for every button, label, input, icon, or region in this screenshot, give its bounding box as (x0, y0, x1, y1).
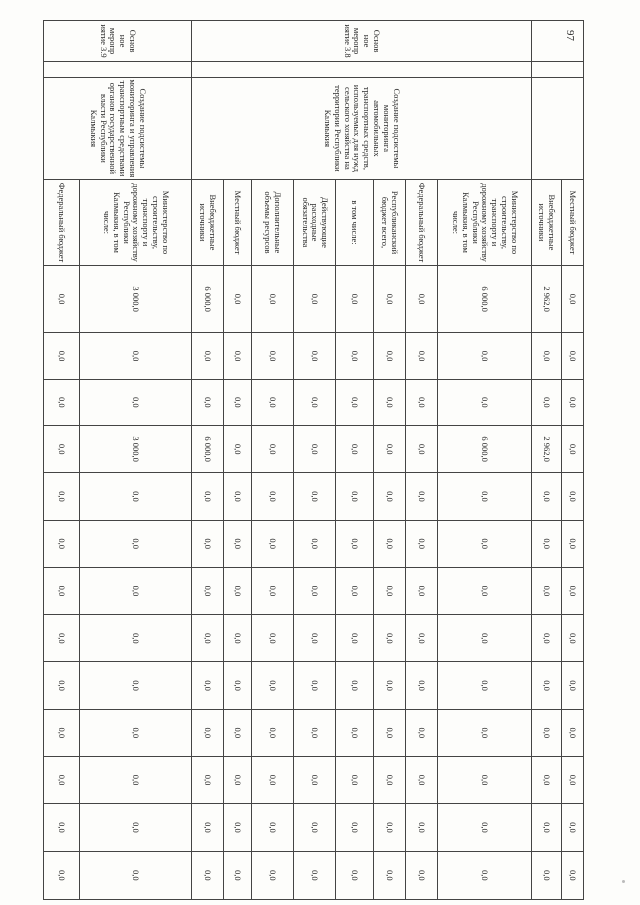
year-value-cell: 0,0 (406, 333, 438, 379)
year-value-cell: 0,0 (438, 473, 532, 520)
year-value-cell: 0,0 (406, 425, 438, 472)
year-value-cell: 0,0 (80, 851, 192, 899)
activity-title-cell: Создание подсистемы мониторинга автомобильных транспортных средств, используемых для нужд сельского хозяйства на территории Республики Калмыкия (192, 77, 532, 180)
year-value-cell: 0,0 (252, 425, 294, 472)
year-value-cell: 0,0 (252, 473, 294, 520)
year-value-cell: 0,0 (192, 379, 224, 425)
year-value-cell: 0,0 (44, 379, 80, 425)
year-value-cell: 0,0 (562, 709, 584, 756)
year-value-cell: 0,0 (438, 804, 532, 851)
year-value-cell: 0,0 (336, 333, 374, 379)
year-value-cell: 0,0 (224, 804, 252, 851)
year-value-cell: 0,0 (80, 333, 192, 379)
year-value-cell: 0,0 (374, 473, 406, 520)
year-value-cell: 0,0 (336, 851, 374, 899)
year-value-cell: 0,0 (532, 473, 562, 520)
year-value-cell: 0,0 (562, 615, 584, 662)
year-value-cell: 0,0 (294, 851, 336, 899)
page-number: 97 (564, 30, 576, 41)
year-value-cell: 0,0 (336, 662, 374, 709)
table-row (562, 21, 584, 900)
year-value-cell: 0,0 (406, 520, 438, 567)
year-value-cell: 0,0 (192, 520, 224, 567)
year-value-cell: 0,0 (80, 615, 192, 662)
activity-title-cell: Создание подсистемы мониторинга и управления транспортным средствами органов государственной власти Республики Калмыкия (44, 77, 192, 180)
year-value-cell: 0,0 (252, 379, 294, 425)
year-value-cell: 0,0 (44, 567, 80, 614)
table-row (438, 21, 532, 900)
year-value-cell: 0,0 (336, 379, 374, 425)
activity-title-cell (532, 77, 584, 180)
year-value-cell: 0,0 (438, 567, 532, 614)
funding-source-cell: Федеральный бюджет (406, 180, 438, 265)
year-value-cell: 0,0 (192, 851, 224, 899)
funding-source-cell: Внебюджетные источники (192, 180, 224, 265)
spacer-cell (192, 62, 532, 77)
year-value-cell: 0,0 (80, 520, 192, 567)
year-value-cell: 0,0 (294, 709, 336, 756)
year-value-cell: 0,0 (562, 473, 584, 520)
year-value-cell: 0,0 (294, 520, 336, 567)
year-value-cell: 0,0 (374, 567, 406, 614)
year-value-cell: 0,0 (562, 851, 584, 899)
year-value-cell: 0,0 (406, 851, 438, 899)
year-value-cell: 0,0 (562, 567, 584, 614)
year-value-cell: 0,0 (562, 756, 584, 803)
total-value-cell: 0,0 (44, 265, 80, 333)
year-value-cell: 0,0 (294, 804, 336, 851)
year-value-cell: 0,0 (224, 473, 252, 520)
year-value-cell: 0,0 (252, 662, 294, 709)
year-value-cell: 0,0 (44, 333, 80, 379)
scan-mark (622, 880, 625, 883)
funding-source-cell: Внебюджетные источники (532, 180, 562, 265)
year-value-cell: 0,0 (562, 333, 584, 379)
year-value-cell: 0,0 (532, 379, 562, 425)
year-value-cell: 0,0 (336, 804, 374, 851)
year-value-cell: 0,0 (252, 567, 294, 614)
year-value-cell: 0,0 (224, 851, 252, 899)
year-value-cell: 0,0 (44, 473, 80, 520)
funding-source-cell: Действующие расходные обязательства (294, 180, 336, 265)
year-value-cell: 3 000,0 (80, 425, 192, 472)
total-value-cell: 3 000,0 (80, 265, 192, 333)
total-value-cell: 0,0 (374, 265, 406, 333)
year-value-cell: 0,0 (224, 662, 252, 709)
year-value-cell: 0,0 (294, 333, 336, 379)
year-value-cell: 0,0 (406, 662, 438, 709)
year-value-cell: 0,0 (80, 804, 192, 851)
year-value-cell: 0,0 (374, 662, 406, 709)
year-value-cell: 0,0 (192, 709, 224, 756)
year-value-cell: 0,0 (374, 379, 406, 425)
year-value-cell: 0,0 (336, 520, 374, 567)
year-value-cell: 0,0 (44, 756, 80, 803)
funding-source-cell: в том числе: (336, 180, 374, 265)
year-value-cell: 0,0 (252, 756, 294, 803)
year-value-cell: 0,0 (336, 473, 374, 520)
year-value-cell: 0,0 (438, 662, 532, 709)
year-value-cell: 0,0 (532, 804, 562, 851)
year-value-cell: 0,0 (294, 379, 336, 425)
year-value-cell: 0,0 (532, 333, 562, 379)
funding-source-cell: Республиканский бюджет всего, (374, 180, 406, 265)
year-value-cell: 0,0 (532, 567, 562, 614)
total-value-cell: 0,0 (336, 265, 374, 333)
year-value-cell: 0,0 (336, 709, 374, 756)
year-value-cell: 0,0 (294, 662, 336, 709)
year-value-cell: 0,0 (192, 662, 224, 709)
year-value-cell: 0,0 (294, 473, 336, 520)
year-value-cell: 0,0 (252, 333, 294, 379)
year-value-cell: 0,0 (192, 567, 224, 614)
year-value-cell: 0,0 (252, 709, 294, 756)
year-value-cell: 0,0 (374, 851, 406, 899)
year-value-cell: 0,0 (406, 756, 438, 803)
year-value-cell: 0,0 (80, 662, 192, 709)
spacer-cell (532, 62, 584, 77)
year-value-cell: 0,0 (192, 615, 224, 662)
year-value-cell: 0,0 (80, 709, 192, 756)
year-value-cell: 6 000,0 (192, 425, 224, 472)
year-value-cell: 0,0 (406, 473, 438, 520)
year-value-cell: 0,0 (336, 567, 374, 614)
rotated-table-container (44, 20, 584, 900)
year-value-cell: 0,0 (224, 425, 252, 472)
funding-source-cell: Федеральный бюджет (44, 180, 80, 265)
year-value-cell: 0,0 (44, 709, 80, 756)
year-value-cell: 0,0 (532, 615, 562, 662)
table-body (44, 21, 584, 900)
year-value-cell: 0,0 (532, 851, 562, 899)
total-value-cell: 6 000,0 (192, 265, 224, 333)
total-value-cell: 0,0 (294, 265, 336, 333)
year-value-cell: 0,0 (80, 567, 192, 614)
year-value-cell: 0,0 (44, 520, 80, 567)
year-value-cell: 0,0 (374, 615, 406, 662)
year-value-cell: 0,0 (44, 804, 80, 851)
year-value-cell: 0,0 (374, 804, 406, 851)
year-value-cell: 0,0 (438, 756, 532, 803)
year-value-cell: 0,0 (438, 709, 532, 756)
year-value-cell: 6 000,0 (438, 425, 532, 472)
year-value-cell: 0,0 (224, 567, 252, 614)
year-value-cell: 0,0 (438, 615, 532, 662)
year-value-cell: 0,0 (44, 425, 80, 472)
year-value-cell: 0,0 (44, 851, 80, 899)
year-value-cell: 0,0 (406, 709, 438, 756)
year-value-cell: 0,0 (192, 756, 224, 803)
year-value-cell: 0,0 (562, 379, 584, 425)
total-value-cell: 2 962,0 (532, 265, 562, 333)
year-value-cell: 0,0 (294, 425, 336, 472)
activity-code-cell: Основ ное меропр иятие 3.9 (44, 21, 192, 62)
funding-source-cell: Министерство по строительству, транспорту и дорожному хозяйству Республики Калмыкия, в том числе: (80, 180, 192, 265)
year-value-cell: 0,0 (252, 804, 294, 851)
year-value-cell: 0,0 (562, 662, 584, 709)
year-value-cell: 0,0 (562, 804, 584, 851)
year-value-cell: 0,0 (374, 333, 406, 379)
year-value-cell: 0,0 (374, 756, 406, 803)
year-value-cell: 0,0 (224, 615, 252, 662)
year-value-cell: 0,0 (532, 662, 562, 709)
year-value-cell: 0,0 (80, 756, 192, 803)
activity-code-cell (532, 21, 584, 62)
year-value-cell: 0,0 (224, 379, 252, 425)
year-value-cell: 0,0 (336, 425, 374, 472)
table-row (80, 21, 192, 900)
funding-source-cell: Местный бюджет (562, 180, 584, 265)
year-value-cell: 0,0 (252, 615, 294, 662)
year-value-cell: 0,0 (80, 473, 192, 520)
year-value-cell: 0,0 (224, 709, 252, 756)
year-value-cell: 0,0 (406, 567, 438, 614)
year-value-cell: 0,0 (44, 615, 80, 662)
year-value-cell: 0,0 (532, 520, 562, 567)
year-value-cell: 0,0 (252, 520, 294, 567)
year-value-cell: 0,0 (192, 333, 224, 379)
year-value-cell: 0,0 (294, 615, 336, 662)
year-value-cell: 0,0 (252, 851, 294, 899)
funding-source-cell: Дополнительные объемы ресурсов (252, 180, 294, 265)
funding-source-cell: Министерство по строительству, транспорту и дорожному хозяйству Республики Калмыкия, в том числе: (438, 180, 532, 265)
year-value-cell: 0,0 (438, 379, 532, 425)
total-value-cell: 0,0 (252, 265, 294, 333)
year-value-cell: 0,0 (406, 379, 438, 425)
total-value-cell: 0,0 (224, 265, 252, 333)
activity-code-cell: Основ ное меропр иятие 3.8 (192, 21, 532, 62)
year-value-cell: 0,0 (406, 615, 438, 662)
year-value-cell: 0,0 (224, 520, 252, 567)
year-value-cell: 0,0 (438, 520, 532, 567)
funding-source-cell: Местный бюджет (224, 180, 252, 265)
year-value-cell: 0,0 (192, 473, 224, 520)
spacer-cell (44, 62, 192, 77)
year-value-cell: 0,0 (374, 709, 406, 756)
year-value-cell: 0,0 (374, 425, 406, 472)
total-value-cell: 0,0 (562, 265, 584, 333)
year-value-cell: 0,0 (44, 662, 80, 709)
year-value-cell: 0,0 (438, 851, 532, 899)
total-value-cell: 6 000,0 (438, 265, 532, 333)
year-value-cell: 0,0 (532, 709, 562, 756)
year-value-cell: 0,0 (192, 804, 224, 851)
year-value-cell: 0,0 (562, 425, 584, 472)
total-value-cell: 0,0 (406, 265, 438, 333)
year-value-cell: 0,0 (224, 333, 252, 379)
year-value-cell: 0,0 (294, 756, 336, 803)
year-value-cell: 0,0 (336, 615, 374, 662)
budget-table (43, 20, 584, 900)
year-value-cell: 0,0 (224, 756, 252, 803)
year-value-cell: 0,0 (80, 379, 192, 425)
year-value-cell: 0,0 (374, 520, 406, 567)
year-value-cell: 2 962,0 (532, 425, 562, 472)
year-value-cell: 0,0 (438, 333, 532, 379)
year-value-cell: 0,0 (406, 804, 438, 851)
year-value-cell: 0,0 (562, 520, 584, 567)
year-value-cell: 0,0 (336, 756, 374, 803)
year-value-cell: 0,0 (294, 567, 336, 614)
year-value-cell: 0,0 (532, 756, 562, 803)
